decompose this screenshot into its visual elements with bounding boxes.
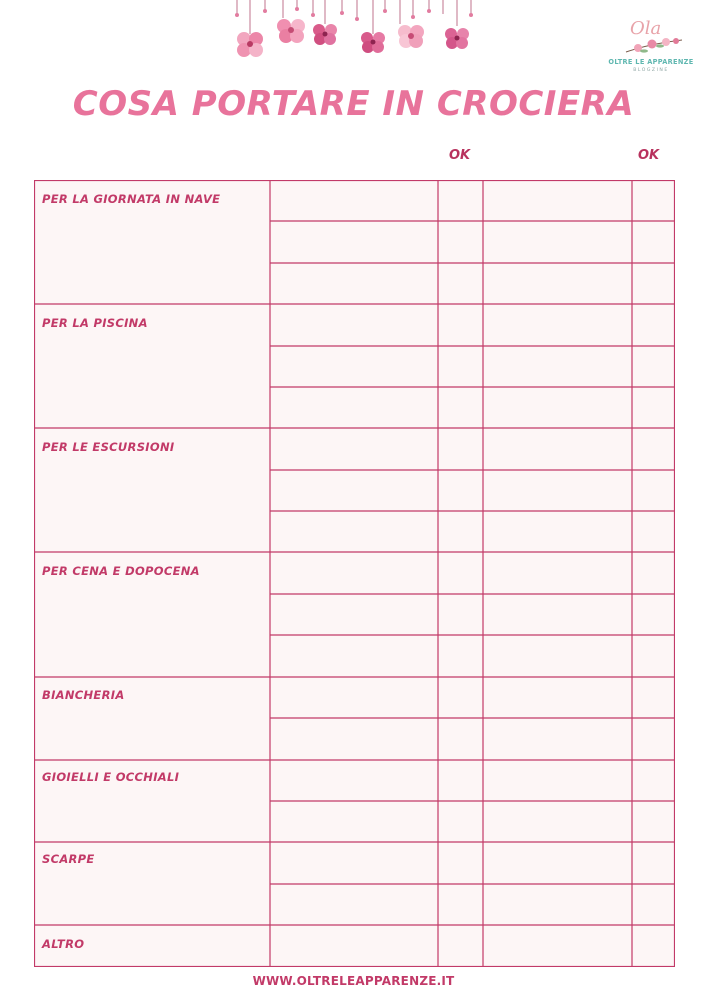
flower-branch-icon xyxy=(624,34,684,58)
section-label: PER LE ESCURSIONI xyxy=(42,440,175,454)
logo-brand: OLTRE LE APPARENZE xyxy=(608,58,694,66)
website-url[interactable]: WWW.OLTRELEAPPARENZE.IT xyxy=(252,974,455,988)
packing-checklist-table xyxy=(34,180,675,967)
section-label: GIOIELLI E OCCHIALI xyxy=(42,770,180,784)
ok-header-right: OK xyxy=(638,148,660,163)
section-label: ALTRO xyxy=(42,937,85,951)
blog-logo xyxy=(596,16,706,76)
section-label: PER LA GIORNATA IN NAVE xyxy=(42,192,221,206)
page-title: COSA PORTARE IN CROCIERA xyxy=(72,84,635,124)
section-label: SCARPE xyxy=(42,852,95,866)
section-label: PER CENA E DOPOCENA xyxy=(42,564,200,578)
section-label: PER LA PISCINA xyxy=(42,316,148,330)
logo-subtitle: BLOGZINE xyxy=(633,68,669,73)
section-label: BIANCHERIA xyxy=(42,688,125,702)
ok-header-left: OK xyxy=(449,148,471,163)
logo-script: Ola xyxy=(630,18,662,39)
hanging-flowers-decoration xyxy=(225,0,485,70)
